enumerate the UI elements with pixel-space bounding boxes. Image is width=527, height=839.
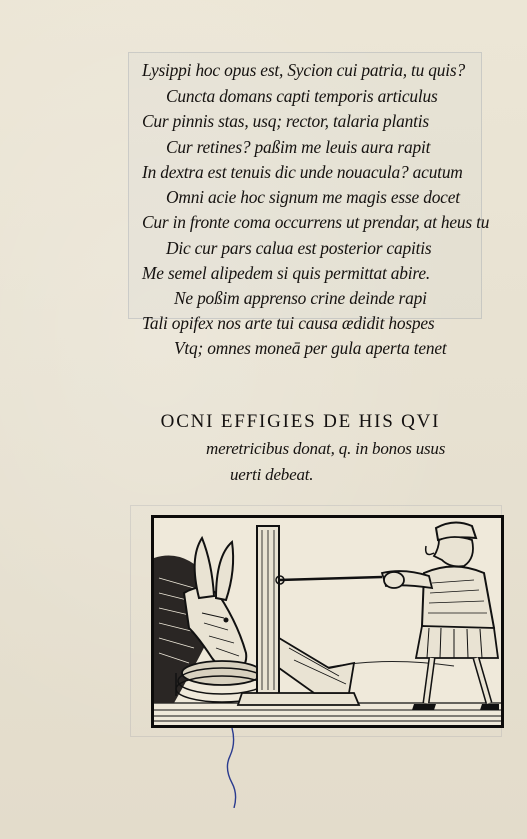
- epigram-line: Tali opifex nos arte tui causa ædidit hospes: [142, 313, 435, 333]
- epigram-line: Vtq; omnes moneā per gula aperta tenet: [174, 338, 447, 358]
- epigram-line: In dextra est tenuis dic unde nouacula? acutum: [142, 162, 463, 182]
- epigram-line: Me semel alipedem si quis permittat abire.: [142, 263, 430, 283]
- epigram-line: Cur in fronte coma occurrens ut prendar, at heus tu: [142, 212, 490, 232]
- epigram-line: Omni acie hoc signum me magis esse docet: [166, 187, 460, 207]
- epigram-line: Dic cur pars calua est posterior capitis: [166, 238, 432, 258]
- epigram-line: Ne poßim apprenso crine deinde rapi: [174, 288, 427, 308]
- epigram-line: Cur pinnis stas, usq; rector, talaria plantis: [142, 111, 429, 131]
- emblem-subtitle-line: uerti debeat.: [230, 465, 314, 484]
- epigram-line: Cur retines? paßim me leuis aura rapit: [166, 137, 431, 157]
- emblem-heading: OCNI EFFIGIES DE HIS QVI: [160, 411, 441, 432]
- woodcut-illustration: [151, 515, 504, 728]
- epigram-line: Cuncta domans capti temporis articulus: [166, 86, 438, 106]
- epigram-line: Lysippi hoc opus est, Sycion cui patria, tu quis?: [142, 60, 465, 80]
- blue-thread: [222, 728, 252, 808]
- emblem-subtitle-line: meretricibus donat, q. in bonos usus: [206, 439, 446, 458]
